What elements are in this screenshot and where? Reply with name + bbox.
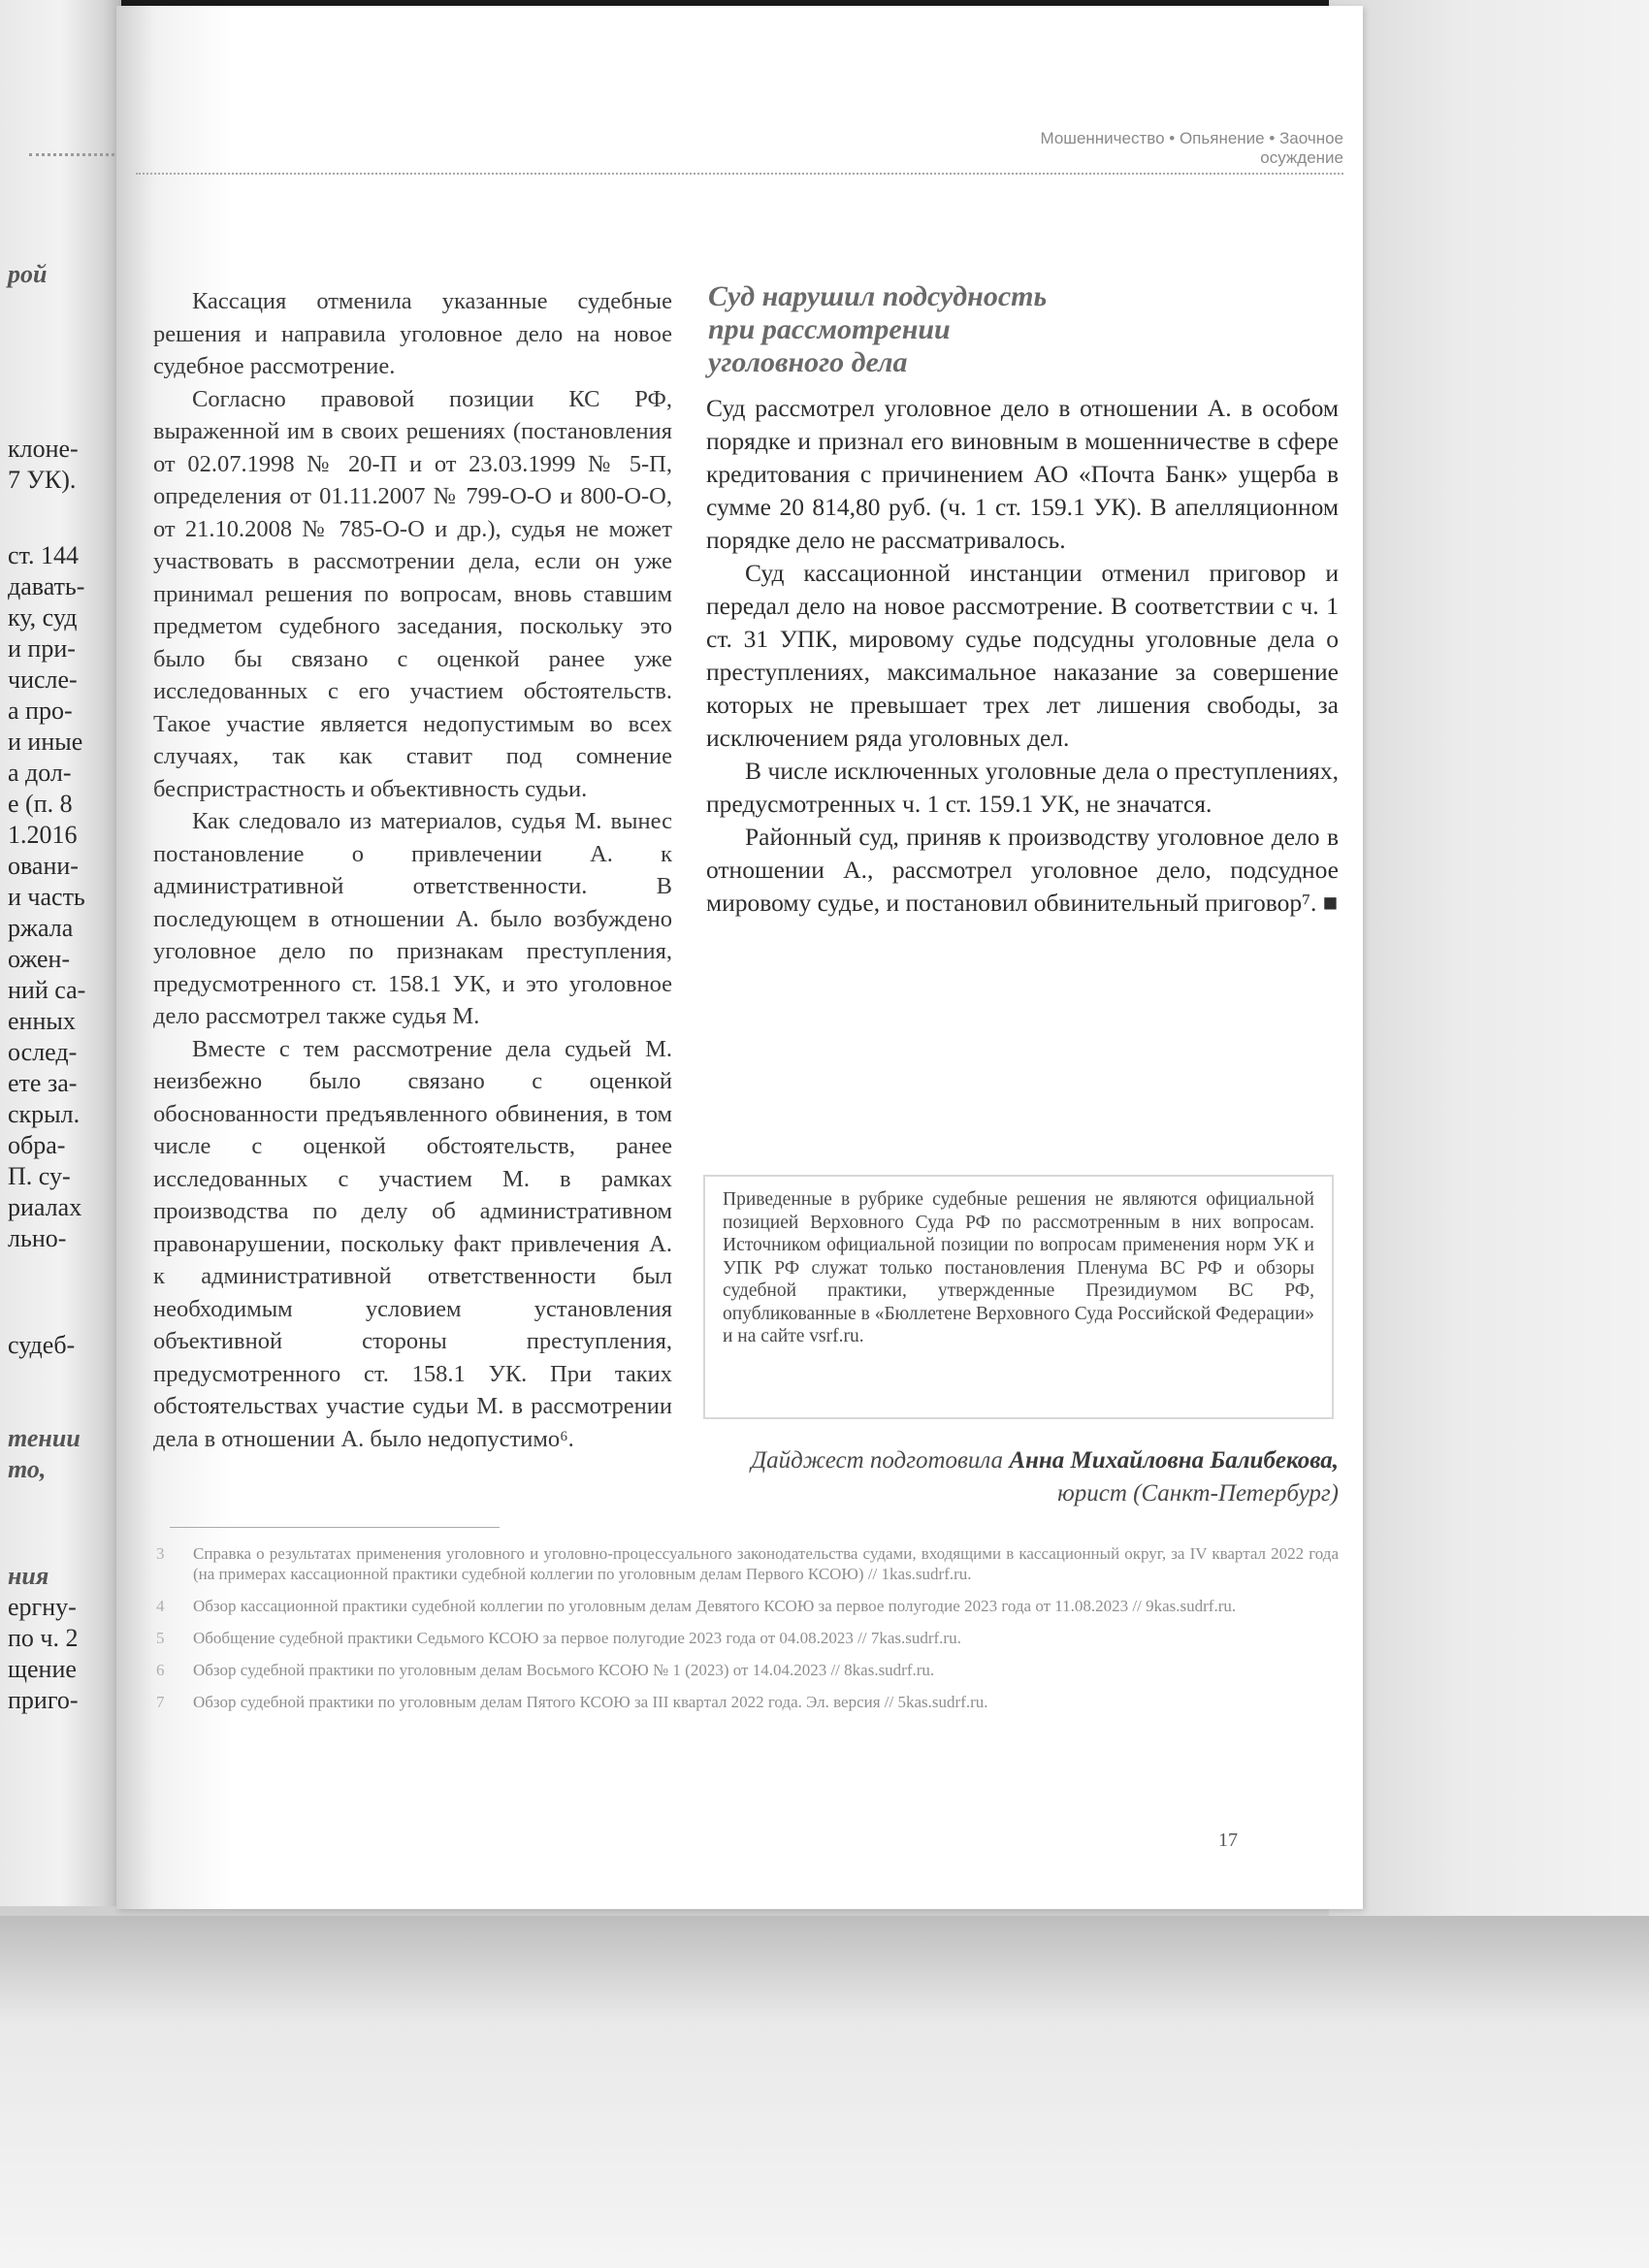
previous-page-line: и иные bbox=[8, 728, 83, 756]
footnotes bbox=[150, 1543, 1339, 1724]
footnote bbox=[150, 1692, 1339, 1712]
paragraph: Суд рассмотрел уголовное дело в отношении А. в особом порядке и признал его виновным в мошенничестве в сфере кредитования с причинением АО «Почта Банк» ущерба в сумме 20 814,80 руб. (ч. 1 ст. 159.1 УК). В апелляционном порядке дело не рассматривалось. bbox=[706, 394, 1339, 554]
footnote-rule bbox=[170, 1527, 500, 1528]
previous-page-line: ний са- bbox=[8, 976, 86, 1004]
previous-page-line: и часть bbox=[8, 883, 85, 911]
paragraph: Кассация отменила указанные судебные решения и направила уголовное дело на новое судебное рассмотрение. bbox=[153, 288, 672, 379]
footnote-number: 6 bbox=[156, 1661, 165, 1679]
previous-page-line: числе- bbox=[8, 665, 78, 694]
digest-suffix: юрист (Санкт-Петербург) bbox=[1057, 1480, 1339, 1507]
previous-page-line: а дол- bbox=[8, 759, 72, 787]
previous-page-line: ете за- bbox=[8, 1069, 78, 1097]
footnote-number: 7 bbox=[156, 1693, 165, 1711]
previous-page-line: ржала bbox=[8, 914, 74, 942]
footnote-text: Обзор кассационной практики судебной коллегии по уголовным делам Девятого КСОЮ за первое полугодие 2023 года от 11.08.2023 // 9kas.sudrf.ru. bbox=[193, 1597, 1237, 1615]
paragraph: Суд кассационной инстанции отменил приговор и передал дело на новое рассмотрение. В соответствии с ч. 1 ст. 31 УПК, мировому судье подсудны уголовные дела о преступлениях, максимальное наказание за совершение которых не превышает трех лет лишения свободы, за исключением ряда уголовных дел. bbox=[706, 559, 1339, 752]
footnote-text: Обзор судебной практики по уголовным делам Пятого КСОЮ за III квартал 2022 года. Эл. версия // 5kas.sudrf.ru. bbox=[193, 1693, 988, 1711]
previous-page-line: рой bbox=[8, 260, 48, 288]
previous-page-line: судеб- bbox=[8, 1331, 76, 1359]
previous-page-edge bbox=[0, 0, 121, 1906]
previous-page-line: ку, суд bbox=[8, 603, 78, 632]
previous-page-rule bbox=[29, 153, 121, 156]
previous-page-line: ослед- bbox=[8, 1038, 78, 1066]
previous-page-line: риалах bbox=[8, 1193, 82, 1221]
previous-page-line: а про- bbox=[8, 697, 73, 725]
paragraph: Как следовало из материалов, судья М. вынес постановление о привлечении А. к административной ответственности. В последующем в отношении А. было возбуждено уголовное дело по признакам преступления, предусмотренного ст. 158.1 УК, и это уголовное дело рассмотрел также судья М. bbox=[153, 808, 672, 1029]
journal-page bbox=[116, 6, 1363, 1909]
title-line: Суд нарушил подсудность bbox=[708, 280, 1048, 312]
previous-page-line: 1.2016 bbox=[8, 821, 78, 849]
right-column bbox=[706, 392, 1339, 920]
previous-page-line: приго- bbox=[8, 1686, 79, 1714]
footnote-text: Обобщение судебной практики Седьмого КСОЮ за первое полугодие 2023 года от 04.08.2023 // 7kas.sudrf.ru. bbox=[193, 1629, 961, 1647]
previous-page-line: ст. 144 bbox=[8, 541, 79, 569]
footnote-text: Обзор судебной практики по уголовным делам Восьмого КСОЮ № 1 (2023) от 14.04.2023 // 8kas.sudrf.ru. bbox=[193, 1661, 935, 1679]
footnote bbox=[150, 1660, 1339, 1680]
previous-page-line: овани- bbox=[8, 852, 79, 880]
page-number: 17 bbox=[1218, 1830, 1238, 1851]
previous-page-line: тении bbox=[8, 1424, 81, 1452]
previous-page-line: ергну- bbox=[8, 1593, 77, 1621]
title-line: при рассмотрении bbox=[708, 313, 951, 345]
running-head: Мошенничество • Опьянение • Заочное осуждение bbox=[1040, 129, 1343, 167]
disclaimer-box: Приведенные в рубрике судебные решения не являются официальной позицией Верховного Суда РФ по рассмотренным в них вопросам. Источником официальной позиции по вопросам применения норм УК и УПК РФ служат только постановления Пленума ВС РФ и обзоры судебной практики, утвержденные Президиумом ВС РФ, опубликованные в «Бюллетене Верховного Суда Российской Федерации» и на сайте vsrf.ru. bbox=[703, 1175, 1334, 1419]
article-title bbox=[708, 280, 1116, 379]
footnote-number: 5 bbox=[156, 1629, 165, 1647]
footnote bbox=[150, 1628, 1339, 1648]
previous-page-line: льно- bbox=[8, 1224, 67, 1252]
previous-page-line: обра- bbox=[8, 1131, 66, 1159]
paragraph: В числе исключенных уголовные дела о преступлениях, предусмотренных ч. 1 ст. 159.1 УК, не значатся. bbox=[706, 757, 1339, 818]
title-line: уголовного дела bbox=[708, 346, 908, 378]
previous-page-line: енных bbox=[8, 1007, 76, 1035]
digest-author: Анна Михайловна Балибекова, bbox=[1009, 1447, 1339, 1474]
left-column bbox=[153, 285, 672, 1455]
paragraph: Согласно правовой позиции КС РФ, выраженной им в своих решениях (постановления от 02.07.1998 № 20-П и от 23.03.1999 № 5-П, определения от 01.11.2007 № 799-О-О и 800-О-О, от 21.10.2008 № 785-О-О и др.), судья не может участвовать в рассмотрении дела, если он уже принимал решения по вопросам, вновь ставшим предметом судебного заседания, поскольку это было бы связано с оценкой ранее уже исследованных с его участием обстоятельств. Такое участие является недопустимым во всех случаях, так как ставит под сомнение беспристрастность и объективность судьи. bbox=[153, 385, 672, 802]
footnote bbox=[150, 1543, 1339, 1584]
footnote-text: Справка о результатах применения уголовного и уголовно-процессуального законодательства судами, входящими в кассационный округ, за IV квартал 2022 года (на примерах кассационной практики судебной коллегии по уголовным делам Первого КСОЮ) // 1kas.sudrf.ru. bbox=[193, 1544, 1339, 1583]
previous-page-line: ожен- bbox=[8, 945, 71, 973]
previous-page-line: е (п. 8 bbox=[8, 790, 73, 818]
digest-prefix: Дайджест подготовила bbox=[751, 1447, 1010, 1474]
previous-page-line: по ч. 2 bbox=[8, 1624, 79, 1652]
footnote-number: 3 bbox=[156, 1544, 165, 1563]
paragraph: Вместе с тем рассмотрение дела судьей М. неизбежно было связано с оценкой обоснованности предъявленного обвинения, в том числе с оценкой обстоятельств, ранее исследованных с участием М. в рамках производства по делу об административном правонарушении, поскольку факт привлечения А. к административной ответственности был необходимым условием установления объективной стороны преступления, предусмотренного ст. 158.1 УК. При таких обстоятельствах участие судьи М. в рассмотрении дела в отношении А. было недопустимо⁶. bbox=[153, 1035, 672, 1452]
paragraph: Районный суд, приняв к производству уголовное дело в отношении А., рассмотрел уголовное дело, подсудное мировому судье, и постановил обвинительный приговор⁷. ■ bbox=[706, 823, 1339, 917]
previous-page-line: П. су- bbox=[8, 1162, 71, 1190]
footnote-number: 4 bbox=[156, 1597, 165, 1615]
previous-page-line: клоне- bbox=[8, 435, 79, 463]
running-head-rule bbox=[136, 173, 1343, 175]
previous-page-line: и при- bbox=[8, 634, 76, 663]
previous-page-line: ния bbox=[8, 1562, 49, 1590]
digest-credit bbox=[718, 1444, 1339, 1510]
previous-page-line: щение bbox=[8, 1655, 77, 1683]
previous-page-line: скрыл. bbox=[8, 1100, 81, 1128]
footnote bbox=[150, 1596, 1339, 1616]
previous-page-line: давать- bbox=[8, 572, 85, 600]
previous-page-line: то, bbox=[8, 1455, 47, 1483]
scanner-bed-bottom bbox=[0, 1916, 1649, 2268]
previous-page-line: 7 УК). bbox=[8, 466, 77, 494]
